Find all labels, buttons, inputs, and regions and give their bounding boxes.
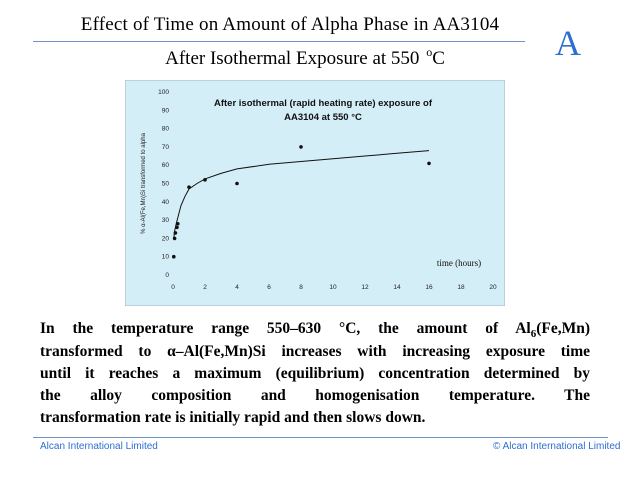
paragraph-line-1b: (Fe,Mn)	[536, 320, 590, 337]
y-tick-label: 50	[161, 180, 169, 188]
x-tick-label: 10	[329, 284, 337, 291]
data-point	[173, 237, 177, 241]
paragraph-line-5: transformation rate is initially rapid and then slows down.	[40, 409, 426, 426]
paragraph-line-4: the alloy composition and homogenisation temperature. The	[40, 387, 590, 404]
data-point	[172, 255, 176, 259]
x-tick-label: 16	[425, 284, 433, 291]
chart-title-line: AA3104 at 550 °C	[284, 112, 362, 123]
data-point	[175, 226, 179, 230]
title-unit: C	[432, 48, 445, 69]
footer-divider	[33, 437, 608, 438]
y-tick-label: 40	[161, 198, 169, 206]
y-tick-label: 60	[161, 162, 169, 170]
data-point	[203, 178, 207, 182]
y-tick-label: 10	[161, 253, 169, 261]
y-tick-label: 20	[161, 235, 169, 243]
x-tick-label: 6	[267, 284, 271, 291]
x-tick-label: 12	[361, 284, 369, 291]
footer-copyright: © Alcan International Limited	[493, 441, 621, 452]
paragraph-line-3: until it reaches a maximum (equilibrium) concentration determined by	[40, 365, 590, 382]
x-tick-label: 4	[235, 284, 239, 291]
footer-company: Alcan International Limited	[40, 441, 158, 452]
title-line-2: After Isothermal Exposure at 550	[165, 48, 425, 69]
data-point	[174, 231, 178, 235]
x-tick-label: 8	[299, 284, 303, 291]
x-tick-label: 2	[203, 284, 207, 291]
data-point	[427, 162, 431, 166]
chart-title-line: After isothermal (rapid heating rate) exposure of	[213, 98, 433, 109]
x-tick-label: 14	[393, 284, 401, 291]
y-tick-label: 80	[161, 125, 169, 133]
y-tick-label: 100	[158, 89, 169, 96]
degree-sup: o	[426, 45, 433, 59]
slide-subtitle	[0, 45, 610, 70]
slide-title	[0, 14, 580, 36]
corner-letter: A	[555, 23, 581, 63]
y-tick-label: 70	[161, 143, 169, 151]
paragraph-line-1a: In the temperature range 550–630 °C, the amount of Al	[40, 320, 531, 337]
description-paragraph	[40, 318, 590, 429]
x-tick-label: 20	[489, 284, 497, 291]
paragraph-line-2: transformed to α–Al(Fe,Mn)Si increases with increasing exposure time	[40, 343, 590, 360]
title-line-1: Effect of Time on Amount of Alpha Phase in AA3104	[80, 14, 500, 35]
y-axis-label: % α-Al(Fe,Mn)Si transformed to alpha	[141, 133, 147, 234]
y-tick-label: 0	[165, 272, 169, 279]
x-tick-label: 0	[171, 284, 175, 291]
y-tick-label: 90	[161, 107, 169, 115]
x-tick-label: 18	[457, 284, 465, 291]
subscript-6: 6	[530, 328, 537, 340]
data-point	[235, 182, 239, 186]
x-axis-label: time (hours)	[436, 258, 482, 268]
paragraph-line-1	[40, 318, 590, 341]
data-point	[299, 145, 303, 149]
y-tick-label: 30	[161, 217, 169, 225]
data-point	[176, 222, 180, 226]
scatter-chart	[125, 80, 505, 306]
data-point	[187, 185, 191, 189]
title-divider	[33, 41, 525, 42]
